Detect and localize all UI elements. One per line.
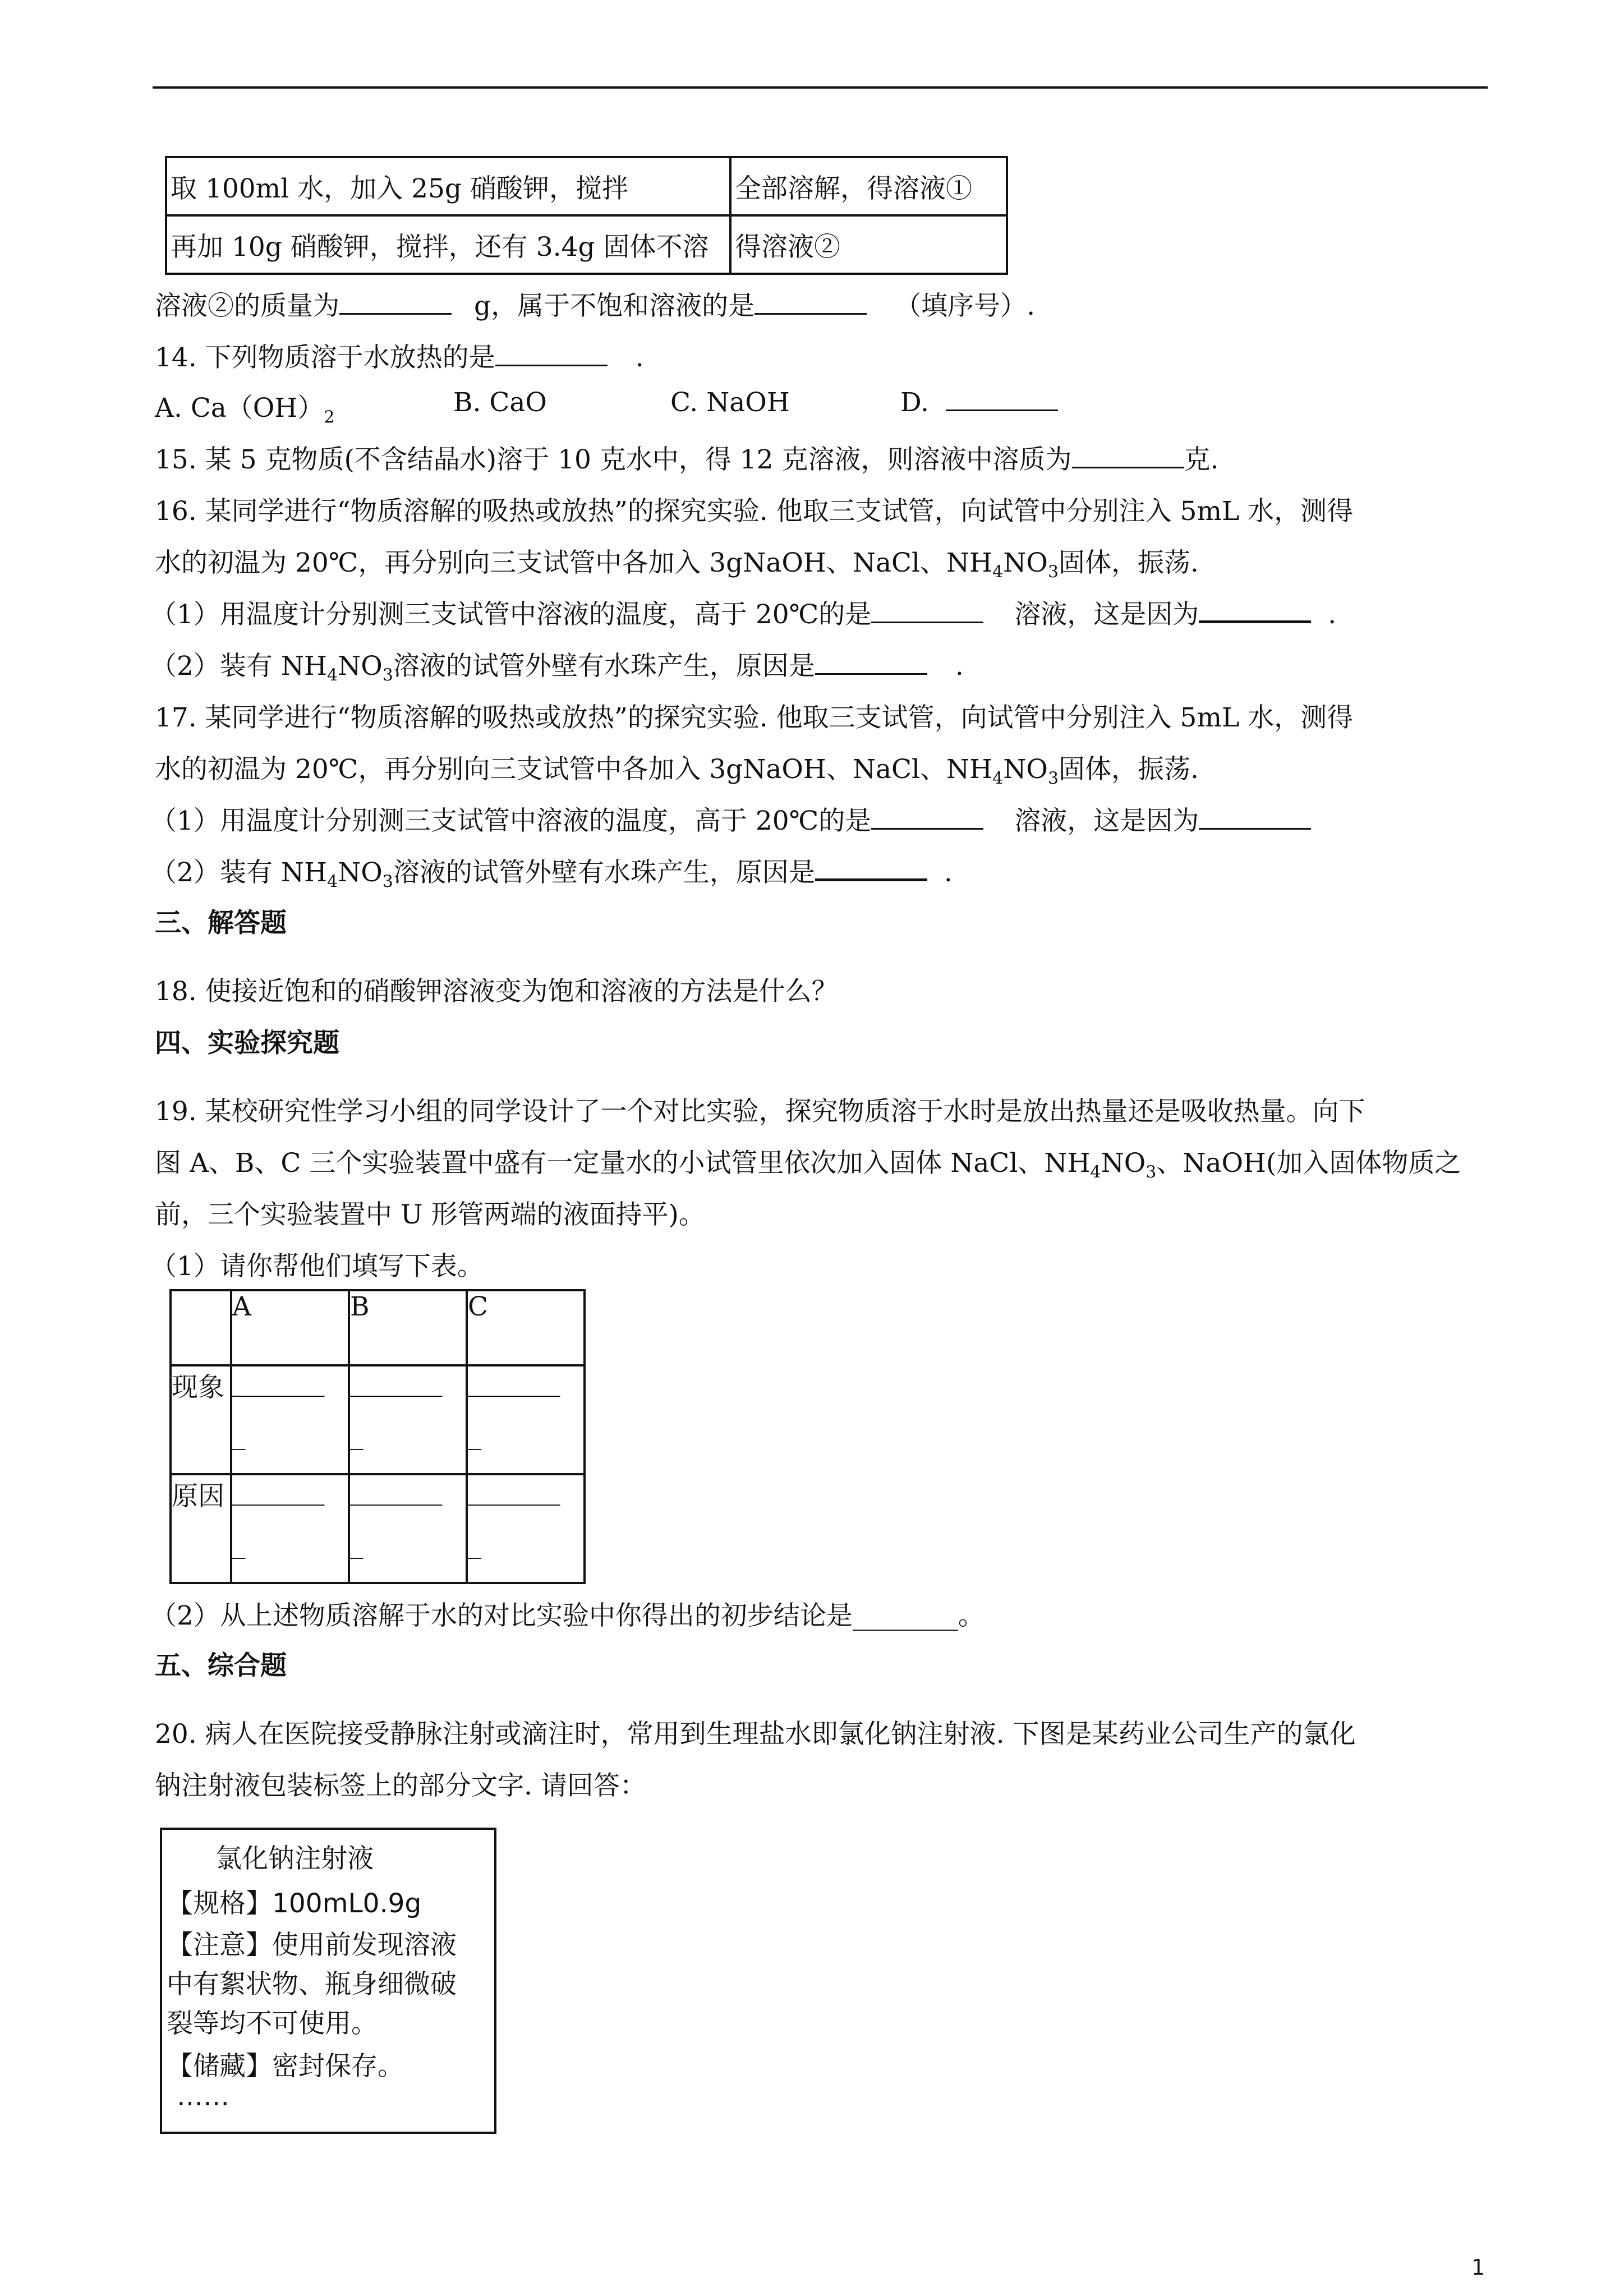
q17-part2 [150, 852, 953, 891]
q13-text: 溶液②的质量为 [155, 291, 339, 321]
cell-text: 得溶液② [735, 231, 840, 263]
row-label [171, 1365, 231, 1474]
q16-part1 [150, 593, 1336, 631]
table-cell-op [166, 157, 730, 215]
q17-text: 水的初温为 20℃，再分别向三支试管中各加入 3gNaOH、NaCl、NH [155, 754, 993, 785]
q13-text: （填序号）. [895, 291, 1036, 321]
q16-text: . [955, 651, 964, 682]
q19-text: NO [1101, 1148, 1146, 1179]
q14-text: . [635, 342, 644, 373]
label-note: 【注意】使用前发现溶液 [167, 1930, 457, 1961]
blank-text: _______ [350, 1475, 443, 1506]
q17-text: （2）装有 NH [150, 857, 327, 888]
header-text: A [232, 1291, 251, 1322]
table-row [171, 1474, 585, 1583]
subscript: 4 [1090, 1162, 1101, 1182]
subscript: 3 [382, 665, 393, 685]
q14-option-d [900, 387, 1058, 418]
table-cell-result [730, 157, 1007, 215]
header-text: C [468, 1291, 488, 1322]
q19-text: 图 A、B、C 三个实验装置中盛有一定量水的小试管里依次加入固体 NaCl、NH [155, 1148, 1091, 1179]
q16-part2 [150, 645, 964, 685]
q14-option-b: B. CaO [453, 387, 547, 418]
q14-text: 14. 下列物质溶于水放热的是 [155, 342, 495, 373]
answer-blank[interactable] [339, 312, 452, 315]
table-header-a [231, 1290, 349, 1365]
page-number: 1 [1471, 2255, 1485, 2280]
blank-text: _______ [468, 1366, 560, 1397]
q17-part1 [150, 800, 1311, 838]
cell-text: 全部溶解，得溶液① [735, 173, 972, 204]
q15-text: 克. [1184, 444, 1219, 475]
answer-blank[interactable] [1199, 620, 1311, 623]
answer-cell[interactable] [467, 1474, 585, 1583]
q14-option-a [155, 387, 334, 427]
q17-text: NO [338, 857, 383, 888]
blank-text: _ [232, 1529, 246, 1559]
table-row [171, 1290, 585, 1365]
option-text: D. [900, 387, 929, 418]
label-ellipsis: …… [177, 2081, 229, 2112]
table-row [166, 157, 1007, 215]
subscript: 3 [382, 872, 393, 892]
label-spec: 【规格】100mL0.9g [167, 1888, 422, 1919]
q16-line1: 16. 某同学进行“物质溶解的吸热或放热”的探究实验. 他取三支试管，向试管中分别注入 5mL 水，测得 [155, 496, 1354, 527]
answer-blank[interactable] [815, 878, 927, 881]
experiment-table [165, 156, 1008, 275]
table-cell-op [166, 215, 730, 274]
q16-text: （1）用温度计分别测三支试管中溶液的温度，高于 20℃的是 [150, 599, 872, 630]
blank-text: _______ [468, 1475, 560, 1506]
q17-text: . [944, 857, 953, 888]
row-label [171, 1474, 231, 1583]
table-row [166, 215, 1007, 274]
q15-text: 15. 某 5 克物质(不含结晶水)溶于 10 克水中，得 12 克溶液，则溶液中溶质为 [155, 444, 1072, 475]
q17-text: 固体，振荡. [1059, 754, 1199, 785]
q20-line2: 钠注射液包装标签上的部分文字. 请回答： [155, 1770, 646, 1801]
answer-cell[interactable] [231, 1365, 349, 1474]
blank-text: _ [350, 1529, 364, 1559]
subscript: 3 [1047, 562, 1059, 582]
blank-text: _______ [232, 1475, 325, 1506]
answer-cell[interactable] [467, 1365, 585, 1474]
cell-text: 再加 10g 硝酸钾，搅拌，还有 3.4g 固体不溶 [171, 231, 709, 263]
blank-text: _______ [350, 1366, 443, 1397]
answer-cell[interactable] [349, 1365, 467, 1474]
section-title: 四、实验探究题 [155, 1028, 339, 1059]
answer-blank[interactable] [495, 364, 608, 366]
q16-text: （2）装有 NH [150, 651, 327, 682]
blank-text: _______ [232, 1366, 325, 1397]
q17-line2 [155, 748, 1199, 788]
answer-blank[interactable] [871, 827, 983, 830]
q13-text: g，属于不饱和溶液的是 [474, 291, 755, 321]
q16-text: 溶液，这是因为 [1014, 599, 1199, 630]
q16-text: 溶液的试管外壁有水珠产生，原因是 [393, 651, 815, 682]
answer-blank[interactable]: ________ [852, 1600, 958, 1631]
label-title: 氯化钠注射液 [215, 1843, 374, 1874]
table-header-b [349, 1290, 467, 1365]
answer-blank[interactable] [1072, 466, 1184, 468]
subscript: 3 [1047, 769, 1059, 789]
q19-line2 [155, 1142, 1461, 1182]
q16-line2 [155, 542, 1199, 582]
subscript: 4 [326, 665, 338, 685]
answer-blank[interactable] [1199, 827, 1311, 830]
option-text: A. Ca（OH） [155, 393, 324, 424]
q17-text: 溶液，这是因为 [1014, 806, 1199, 836]
answer-blank[interactable] [871, 621, 983, 623]
subscript: 3 [1145, 1162, 1157, 1182]
product-label-image [160, 1828, 496, 2134]
q16-text: 水的初温为 20℃，再分别向三支试管中各加入 3gNaOH、NaCl、NH [155, 547, 993, 578]
answer-blank[interactable] [946, 409, 1058, 411]
q19-line1: 19. 某校研究性学习小组的同学设计了一个对比实验，探究物质溶于水时是放出热量还是吸收热量。向下 [155, 1096, 1365, 1127]
q13-answer-line [155, 285, 1035, 323]
row-label-text: 现象 [172, 1372, 224, 1403]
q19-text: （2）从上述物质溶解于水的对比实验中你得出的初步结论是 [150, 1600, 853, 1631]
label-note: 裂等均不可使用。 [167, 2008, 378, 2039]
answer-blank[interactable] [755, 312, 867, 315]
q19-part1: （1）请你帮他们填写下表。 [150, 1251, 484, 1282]
header-text: B [350, 1291, 370, 1322]
blank-text: _ [350, 1420, 364, 1451]
q16-text: 固体，振荡. [1059, 547, 1199, 578]
answer-blank[interactable] [815, 673, 927, 675]
label-storage: 【储藏】密封保存。 [167, 2051, 404, 2082]
q20-line1: 20. 病人在医院接受静脉注射或滴注时，常用到生理盐水即氯化钠注射液. 下图是某药业公司生产的氯化 [155, 1719, 1356, 1750]
q14-option-c: C. NaOH [670, 387, 790, 418]
q15-stem [155, 439, 1218, 476]
q19-table [169, 1289, 586, 1584]
q16-text: NO [1003, 547, 1048, 578]
table-cell [171, 1290, 231, 1365]
label-note: 中有絮状物、瓶身细微破 [167, 1969, 457, 2000]
q17-text: NO [1003, 754, 1048, 785]
answer-cell[interactable] [349, 1474, 467, 1583]
subscript: 4 [992, 769, 1004, 789]
answer-cell[interactable] [231, 1474, 349, 1583]
blank-text: _ [232, 1420, 246, 1451]
table-cell-result [730, 215, 1007, 274]
row-label-text: 原因 [172, 1481, 224, 1512]
q16-text: NO [338, 651, 383, 682]
subscript: 4 [992, 562, 1004, 582]
subscript: 4 [326, 872, 338, 892]
q19-part2 [150, 1595, 984, 1632]
q19-line3: 前，三个实验装置中 U 形管两端的液面持平)。 [155, 1199, 705, 1230]
q16-text: . [1328, 599, 1337, 630]
table-row [171, 1365, 585, 1474]
q19-text: 。 [958, 1600, 984, 1631]
section-title: 五、综合题 [155, 1650, 287, 1681]
q17-line1: 17. 某同学进行“物质溶解的吸热或放热”的探究实验. 他取三支试管，向试管中分别注入 5mL 水，测得 [155, 702, 1354, 733]
header-rule [153, 86, 1488, 89]
q19-text: 、NaOH(加入固体物质之 [1156, 1148, 1461, 1179]
q17-text: （1）用温度计分别测三支试管中溶液的温度，高于 20℃的是 [150, 806, 872, 836]
section-title: 三、解答题 [155, 908, 287, 938]
cell-text: 取 100ml 水，加入 25g 硝酸钾，搅拌 [171, 173, 628, 204]
q17-text: 溶液的试管外壁有水珠产生，原因是 [393, 857, 815, 888]
q18-stem: 18. 使接近饱和的硝酸钾溶液变为饱和溶液的方法是什么？ [155, 976, 838, 1007]
blank-text: _ [468, 1529, 481, 1559]
table-header-c [467, 1290, 585, 1365]
subscript: 2 [324, 407, 335, 427]
blank-text: _ [468, 1420, 481, 1451]
q14-stem [155, 337, 644, 374]
